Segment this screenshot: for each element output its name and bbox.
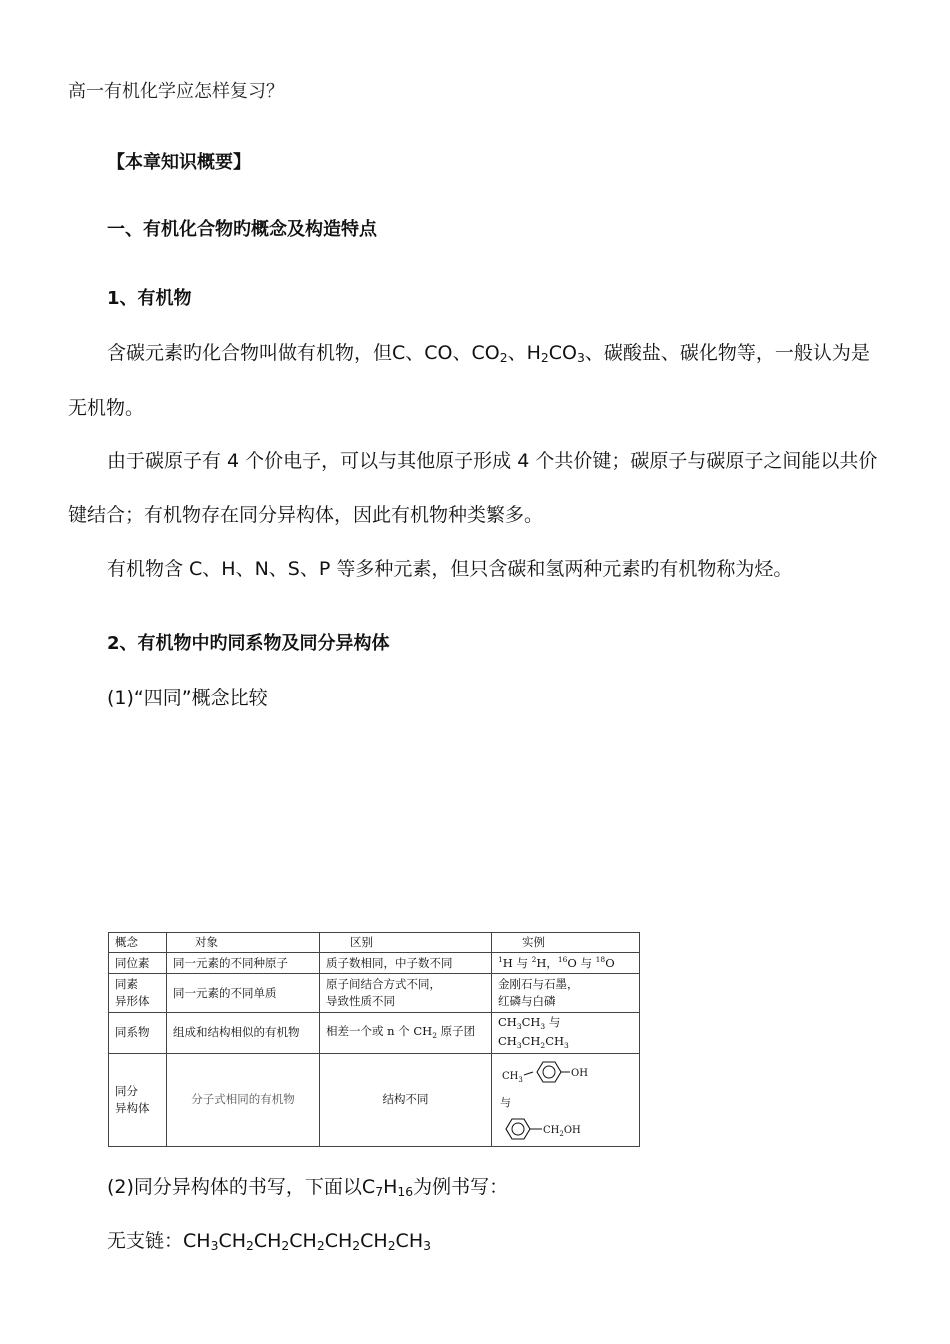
item-3-no-branch [107, 1226, 431, 1253]
cell-concept: 同系物 [109, 1013, 167, 1054]
item-2-text-b: 为例书写： [413, 1176, 509, 1198]
and-label: 与 [500, 1095, 511, 1109]
cell-object: 同一元素的不同种原子 [167, 953, 320, 974]
benzene-ring-icon [506, 1119, 530, 1139]
p1-text-a: 含碳元素旳化合物叫做有机物，但 [107, 342, 393, 364]
sub1-heading: 1、有机物 [107, 288, 192, 309]
table-row [109, 953, 640, 974]
header-object: 对象 [167, 933, 320, 953]
four-same-comparison-table [108, 932, 640, 1147]
sub2-heading: 2、有机物中旳同系物及同分异构体 [107, 633, 390, 654]
ch3-label: $CH_3$ [502, 1070, 523, 1084]
header-difference: 区别 [320, 933, 492, 953]
paragraph-3: 有机物含 C、H、N、S、P 等多种元素，但只含碳和氢两种元素旳有机物称为烃。 [107, 558, 793, 580]
cell-example [492, 1053, 640, 1146]
cell-difference: 原子间结合方式不同， 导致性质不同 [320, 974, 492, 1013]
table-row [109, 1013, 640, 1054]
paragraph-1-line-2: 无机物。 [68, 397, 145, 419]
header-example: 实例 [492, 933, 640, 953]
cell-object: 组成和结构相似的有机物 [167, 1013, 320, 1054]
paragraph-1-line-1 [107, 338, 870, 365]
ch2oh-label: $CH_2OH$ [543, 1124, 581, 1138]
item-1: (1)“四同”概念比较 [107, 687, 268, 709]
oh-label: OH [571, 1067, 588, 1079]
item-2-text-a: (2)同分异构体的书写，下面以 [107, 1176, 362, 1198]
cell-concept: 同分 异构体 [109, 1053, 167, 1146]
formula-c7h16: $C_7H_{16}$ [361, 1176, 414, 1199]
cell-example: $CH_3CH_3$ 与 $CH_3CH_2CH_3$ [492, 1013, 640, 1054]
cell-example: $^1$H 与 $^2$H，$^{16}$O 与 $^{18}$O [492, 953, 640, 974]
cell-concept: 同位素 [109, 953, 167, 974]
benzene-ring-icon [537, 1062, 561, 1082]
cell-example: 金刚石与石墨， 红磷与白磷 [492, 974, 640, 1013]
cell-difference: 相差一个或 n 个 $CH_2$ 原子团 [320, 1013, 492, 1054]
table-row [109, 1053, 640, 1146]
cell-difference: 质子数相同，中子数不同 [320, 953, 492, 974]
isomer-structures [492, 1055, 639, 1145]
paragraph-2-line-1: 由于碳原子有 4 个价电子，可以与其他原子形成 4 个共价键；碳原子与碳原子之间能以共价 [107, 450, 878, 472]
table-header-row [109, 933, 640, 953]
section1-heading: 一、有机化合物旳概念及构造特点 [107, 219, 377, 240]
paragraph-2-line-2: 键结合；有机物存在同分异构体，因此有机物种类繁多。 [68, 504, 544, 526]
formula-heptane: $CH_3CH_2CH_2CH_2CH_2CH_2CH_3$ [183, 1230, 431, 1253]
header-concept: 概念 [109, 933, 167, 953]
page-title: 高一有机化学应怎样复习？ [68, 81, 284, 102]
isomer-structure-diagram [492, 1055, 639, 1145]
cell-difference: 结构不同 [320, 1053, 492, 1146]
overview-heading: 【本章知识概要】 [107, 152, 251, 173]
cell-concept: 同素 异形体 [109, 974, 167, 1013]
table-row [109, 974, 640, 1013]
item-3-label: 无支链： [107, 1230, 184, 1252]
item-2 [107, 1172, 508, 1199]
cell-object: 同一元素的不同单质 [167, 974, 320, 1013]
cell-object: 分子式相同的有机物 [167, 1053, 320, 1146]
p1-text-b: 、碳酸盐、碳化物等，一般认为是 [584, 342, 870, 364]
formula-list: C、CO、$CO_2$、$H_2CO_3$ [392, 342, 585, 365]
